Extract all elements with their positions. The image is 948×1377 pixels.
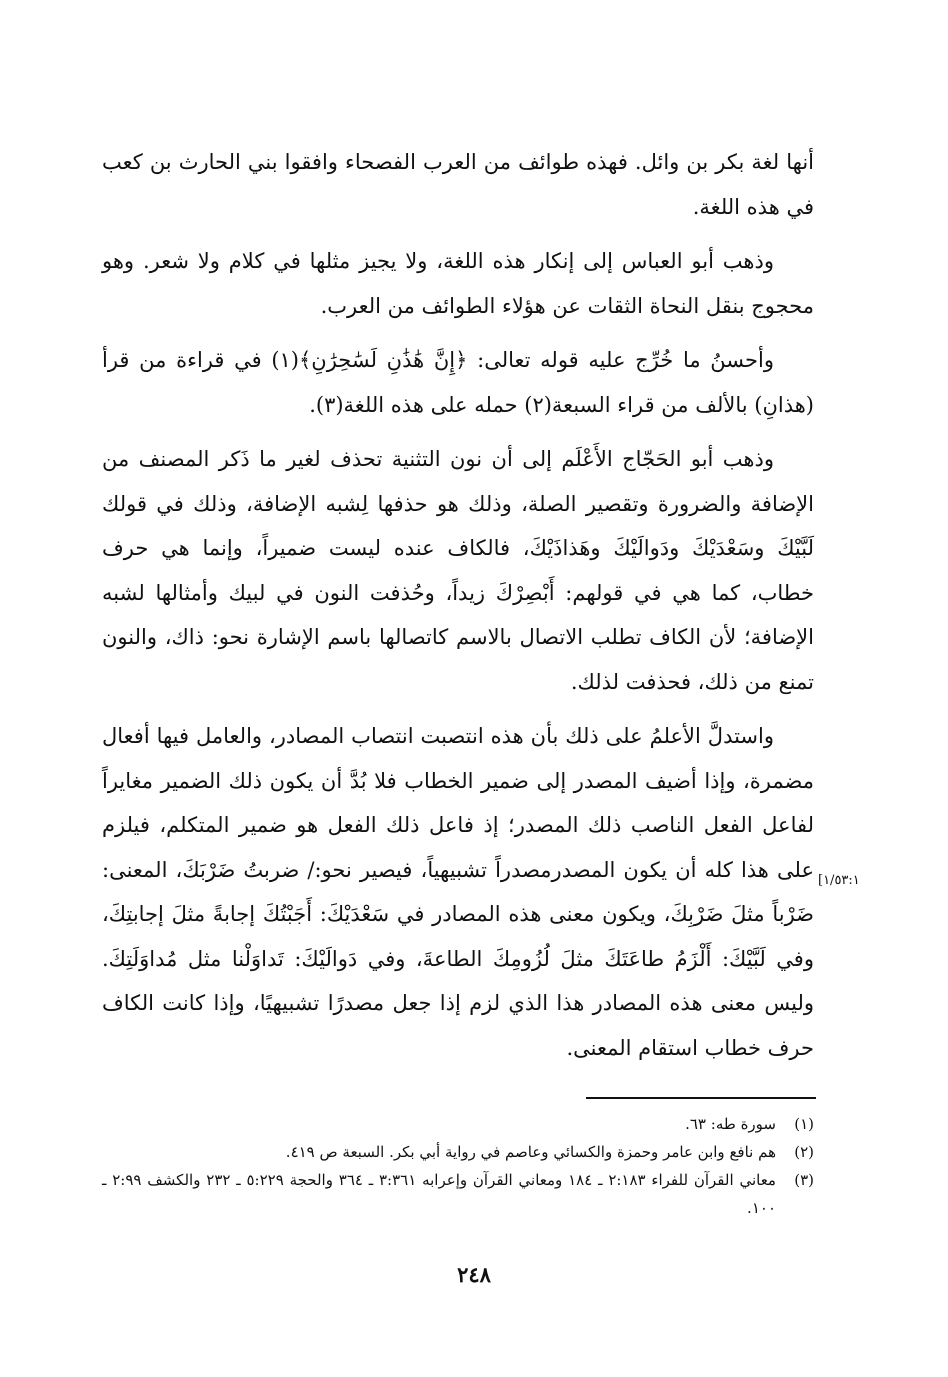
paragraph-1: أنها لغة بكر بن وائل. فهذه طوائف من العرب الفصحاء وافقوا بني الحارث بن كعب في هذه اللغة.	[102, 150, 814, 219]
footnote-number: (١)	[794, 1115, 814, 1133]
paragraph-5: واستدلَّ الأعلمُ على ذلك بأن هذه انتصبت انتصاب المصادر، والعامل فيها أفعال مضمرة، وإذا أضيف المصدر إلى ضمير الخطاب فلا بُدَّ أن يكون ذلك الضمير مغايراً لفاعل الفعل الناصب ذلك المصدر؛ إذ فاعل ذلك الفعل هو ضمير المتكلم، فيلزم على هذا كله أن يكون المصدرمصدراً تشبيهياً، فيصير نحو:/ ضربتُ ضَرْبَكَ، المعنى: ضَرْباً مثلَ ضَرْبِكَ، ويكون معنى هذه المصادر في سَعْدَيْكَ: أَجَبْتُكَ إجابةً مثلَ إجابتِكَ، وفي لَبَّيْكَ: أَلْزَمُ طاعَتَكَ مثلَ لُزُومِكَ الطاعةَ، وفي دَوالَيْكَ: تَداوَلْنا مثل مُداوَلَتِكَ. وليس معنى هذه المصادر هذا الذي لزم إذا جعل مصدرًا تشبيهيًا، وإذا كانت الكاف حرف خطاب استقام المعنى.	[102, 724, 814, 1060]
paragraph-3: وأحسنُ ما خُرِّج عليه قوله تعالى: ﴿إِنَّ هَٰذَٰنِ لَسَٰحِرَٰنِ﴾(١) في قراءة من قرأ (هذانِ) بالألف من قراء السبعة(٢) حمله على هذه اللغة(٣).	[102, 348, 814, 417]
footnote-text: هم نافع وابن عامر وحمزة والكسائي وعاصم في رواية أبي بكر. السبعة ص ٤١٩.	[285, 1143, 776, 1161]
paragraph-2: وذهب أبو العباس إلى إنكار هذه اللغة، ولا يجيز مثلها في كلام ولا شعر. وهو محجوج بنقل النحاة الثقات عن هؤلاء الطوائف من العرب.	[102, 249, 814, 318]
footnote-1	[102, 1110, 814, 1138]
page-number: ٢٤٨	[457, 1262, 491, 1287]
manuscript-folio-marker: [١/٥٣:١	[818, 873, 860, 888]
footnotes	[102, 1110, 814, 1222]
paragraph-4: وذهب أبو الحَجّاج الأَعْلَم إلى أن نون التثنية تحذف لغير ما ذَكر المصنف من الإضافة والضرورة وتقصير الصلة، وذلك هو حذفها لِشبه الإضافة، وذلك في قولك لَبَّيْكَ وسَعْدَيْكَ ودَوالَيْكَ وهَذاذَيْكَ، فالكاف عنده ليست ضميراً، وإنما هي حرف خطاب، كما هي في قولهم: أَبْصِرْكَ زيداً، وحُذفت النون في لبيك وأمثالها لشبه الإضافة؛ لأن الكاف تطلب الاتصال بالاسم كاتصالها باسم الإشارة نحو: ذاك، والنون تمنع من ذلك، فحذفت لذلك.	[102, 447, 814, 694]
footnote-text: سورة طه: ٦٣.	[685, 1115, 776, 1133]
footnote-text: معاني القرآن للفراء ٢:١٨٣ ـ ١٨٤ ومعاني القرآن وإعرابه ٣:٣٦١ ـ ٣٦٤ والحجة ٥:٢٢٩ ـ ٢٣٢ والكشف ٢:٩٩ ـ ١٠٠.	[102, 1171, 776, 1217]
footnote-2	[102, 1138, 814, 1166]
footnote-number: (٢)	[794, 1143, 814, 1161]
footnote-number: (٣)	[794, 1171, 814, 1189]
footnote-separator	[586, 1097, 816, 1099]
footnote-3	[102, 1166, 814, 1222]
main-text	[102, 140, 814, 1080]
